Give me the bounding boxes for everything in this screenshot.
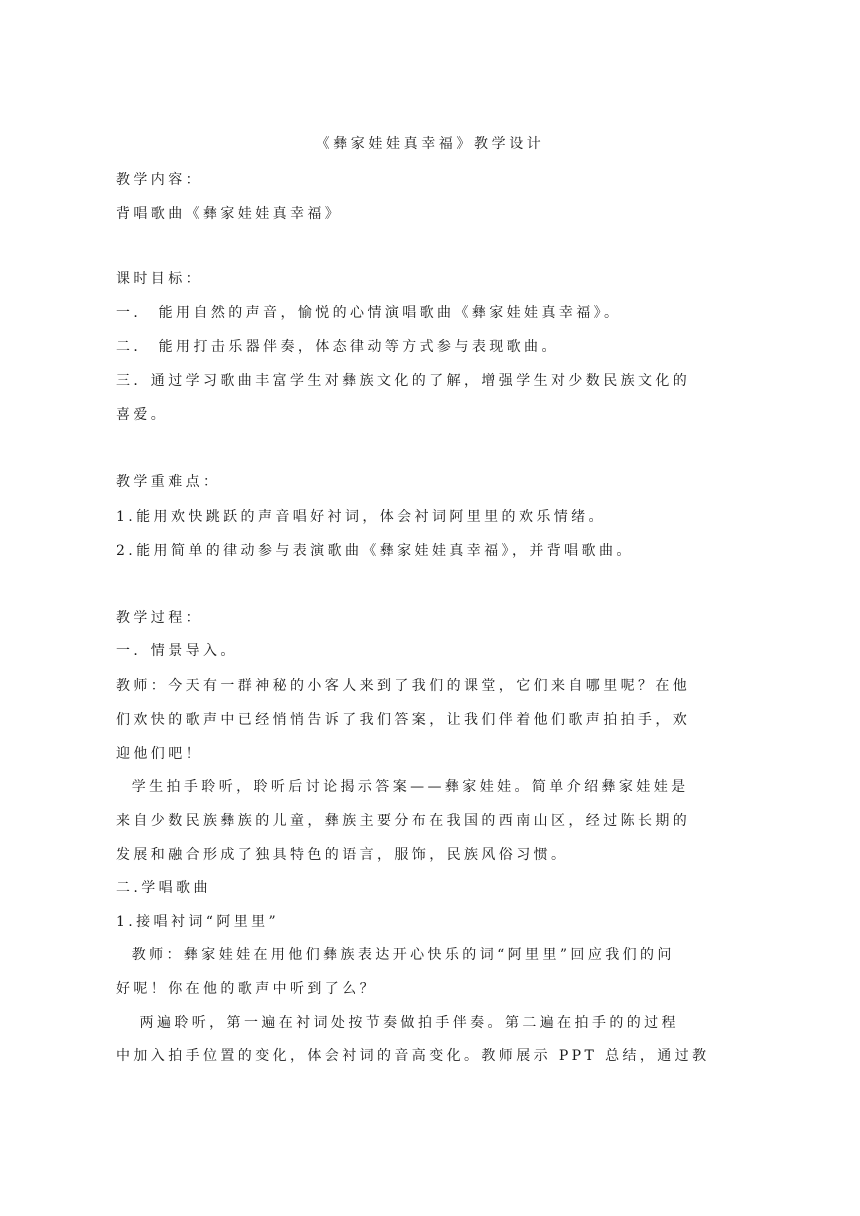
content-heading: 教学内容： xyxy=(116,172,203,188)
process-line: 两遍聆听，第一遍在衬词处按节奏做拍手伴奏。第二遍在拍手的的过程 xyxy=(116,1015,679,1031)
goal-item: 一． 能用自然的声音，愉悦的心情演唱歌曲《彝家娃娃真幸福》。 xyxy=(116,305,622,321)
keypoint-item: 1.能用欢快跳跃的声音唱好衬词，体会衬词阿里里的欢乐情绪。 xyxy=(116,509,606,525)
process-line: 1.接唱衬词“阿里里” xyxy=(116,914,280,930)
goal-item-continued: 喜爱。 xyxy=(116,407,169,423)
process-line: 们欢快的歌声中已经悄悄告诉了我们答案，让我们伴着他们歌声拍拍手，欢 xyxy=(116,712,691,728)
process-line: 迎他们吧！ xyxy=(116,746,203,762)
process-line: 学生拍手聆听，聆听后讨论揭示答案——彝家娃娃。简单介绍彝家娃娃是 xyxy=(116,779,689,795)
goals-heading: 课时目标： xyxy=(116,271,203,287)
process-line: 发展和融合形成了独具特色的语言，服饰，民族风俗习惯。 xyxy=(116,847,569,863)
process-line: 来自少数民族彝族的儿童，彝族主要分布在我国的西南山区，经过陈长期的 xyxy=(116,813,691,829)
process-line: 中加入拍手位置的变化，体会衬词的音高变化。教师展示 PPT 总结，通过教 xyxy=(116,1048,710,1064)
process-line: 二.学唱歌曲 xyxy=(116,880,211,896)
document-title: 《彝家娃娃真幸福》教学设计 xyxy=(315,136,545,152)
process-line: 教师：今天有一群神秘的小客人来到了我们的课堂，它们来自哪里呢？在他 xyxy=(116,678,691,694)
keypoints-heading: 教学重难点： xyxy=(116,474,221,490)
process-line: 教师：彝家娃娃在用他们彝族表达开心快乐的词“阿里里”回应我们的问 xyxy=(116,947,675,963)
process-line: 一．情景导入。 xyxy=(116,643,238,659)
process-heading: 教学过程： xyxy=(116,610,203,626)
process-line: 好呢！你在他的歌声中听到了么？ xyxy=(116,981,377,997)
goal-item: 二． 能用打击乐器伴奏，体态律动等方式参与表现歌曲。 xyxy=(116,339,559,355)
content-text: 背唱歌曲《彝家娃娃真幸福》 xyxy=(116,206,343,222)
keypoint-item: 2.能用简单的律动参与表演歌曲《彝家娃娃真幸福》，并背唱歌曲。 xyxy=(116,543,634,559)
goal-item: 三．通过学习歌曲丰富学生对彝族文化的了解，增强学生对少数民族文化的 xyxy=(116,373,691,389)
